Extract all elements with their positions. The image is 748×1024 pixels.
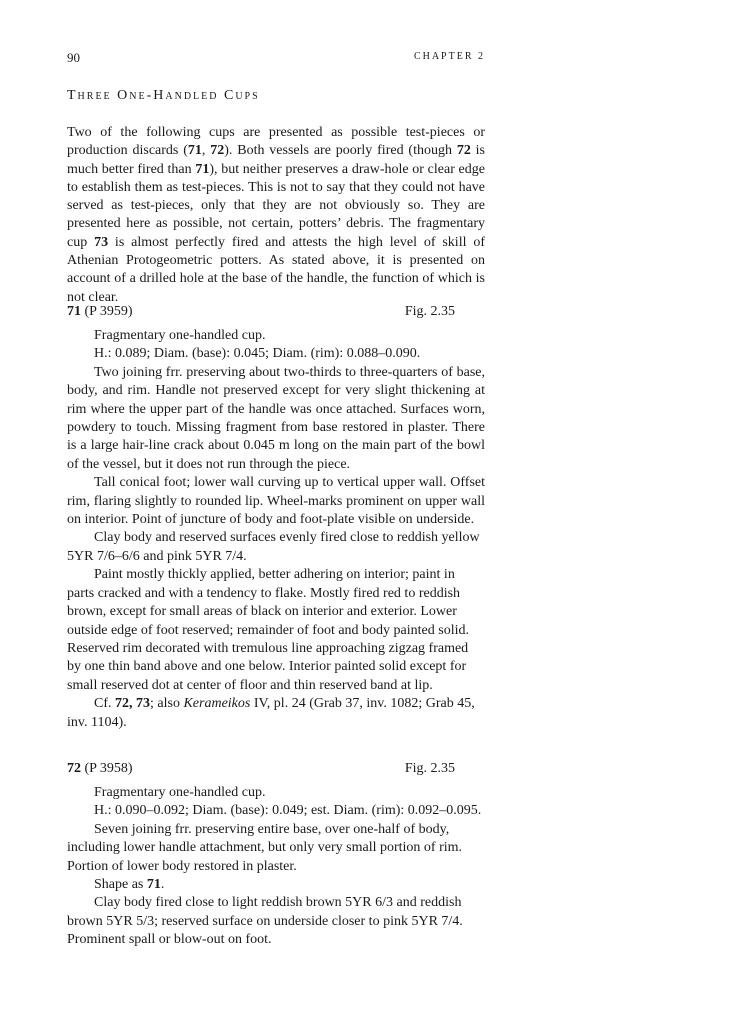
catalog-ref: 73 [94,234,109,250]
entry-shape: Shape as 71. [94,877,165,893]
entry-paint: Paint mostly thickly applied, better adhering on interior; paint in parts cracked and with a tendency to flake. Mostly fired red to reddish brown, except for small areas of black on interior and exterior. Lower outside edge of foot reserved; remainder of foot and body painted solid. Reserved rim decorated with tremulous line approaching zigzag framed by one thin band above and one below. Interior painted solid except for small reserved dot at center of floor and thin reserved band at lip. [67,567,469,693]
inventory-number: (P 3958) [81,761,133,776]
figure-reference: Fig. 2.35 [404,304,455,319]
catalog-number: 71 [67,304,81,319]
entry-clay: Clay body and reserved surfaces evenly fired close to reddish yellow 5YR 7/6–6/6 and pink 5YR 7/4. [67,530,480,564]
entry-preservation: Seven joining frr. preserving entire base, over one-half of body, including lower handle attachment, but only very small portion of rim. Portion of lower body restored in plaster. [67,821,463,874]
catalog-entry-heading [67,761,455,779]
intro-paragraph: Two of the following cups are presented as possible test-pieces or production discards (71, 72). Both vessels are poorly fired (though 72 is much better fired than 71), but neither preserves a draw-hole or clear edge to establish them as test-pieces. This is not to say that they could not have served as test-pieces, only that they are not obviously so. They are presented here as possible, not certain, potters’ debris. The fragmentary cup 73 is almost perfectly fired and attests the high level of skill of Athenian Protogeometric potters. As stated above, it is presented on account of a drilled hole at the base of the handle, the function of which is not clear. [67,125,485,305]
catalog-ref: 71 [187,143,202,159]
catalog-ref: 72, 73 [115,696,150,712]
entry-comparanda: Cf. 72, 73; also Kerameikos IV, pl. 24 (Grab 37, inv. 1082; Grab 45, inv. 1104). [67,696,475,730]
catalog-ref: 72 [210,143,225,159]
catalog-ref: 71 [146,877,161,893]
entry-description: Fragmentary one-handled cup. [94,328,266,343]
page-header [67,50,485,68]
entry-clay: Clay body fired close to light reddish brown 5YR 6/3 and reddish brown 5YR 5/3; reserved surface on underside closer to pink 5YR 7/4. Prominent spall or blow-out on foot. [67,895,463,948]
entry-shape: Tall conical foot; lower wall curving up to vertical upper wall. Offset rim, flaring slightly to rounded lip. Wheel-marks prominent on upper wall on interior. Point of juncture of body and foot-plate visible on underside. [67,475,485,528]
catalog-number: 72 [67,761,81,776]
catalog-entry-body [67,327,485,732]
running-head: CHAPTER 2 [413,51,485,62]
entry-dimensions: H.: 0.089; Diam. (base): 0.045; Diam. (rim): 0.088–0.090. [94,346,421,362]
section-title: Three One-Handled Cups [67,88,260,103]
catalog-entry-heading [67,304,455,322]
publication-title: Kerameikos [183,696,251,712]
figure-reference: Fig. 2.35 [404,761,455,776]
catalog-entry-body [67,784,485,950]
entry-description: Fragmentary one-handled cup. [94,785,266,800]
entry-dimensions: H.: 0.090–0.092; Diam. (base): 0.049; est. Diam. (rim): 0.092–0.095. [94,803,482,819]
catalog-ref: 72 [456,143,471,159]
page-number: 90 [67,50,80,65]
inventory-number: (P 3959) [81,304,133,319]
catalog-ref: 71 [195,161,210,177]
entry-preservation: Two joining frr. preserving about two-thirds to three-quarters of base, body, and rim. Handle not preserved except for very slight thickening at rim where the upper part of the handle was once attached. Surfaces worn, powdery to touch. Missing fragment from base restored in plaster. There is a large hair-line crack about 0.045 m long on the main part of the bowl of the vessel, but it does not run through the piece. [67,364,485,472]
